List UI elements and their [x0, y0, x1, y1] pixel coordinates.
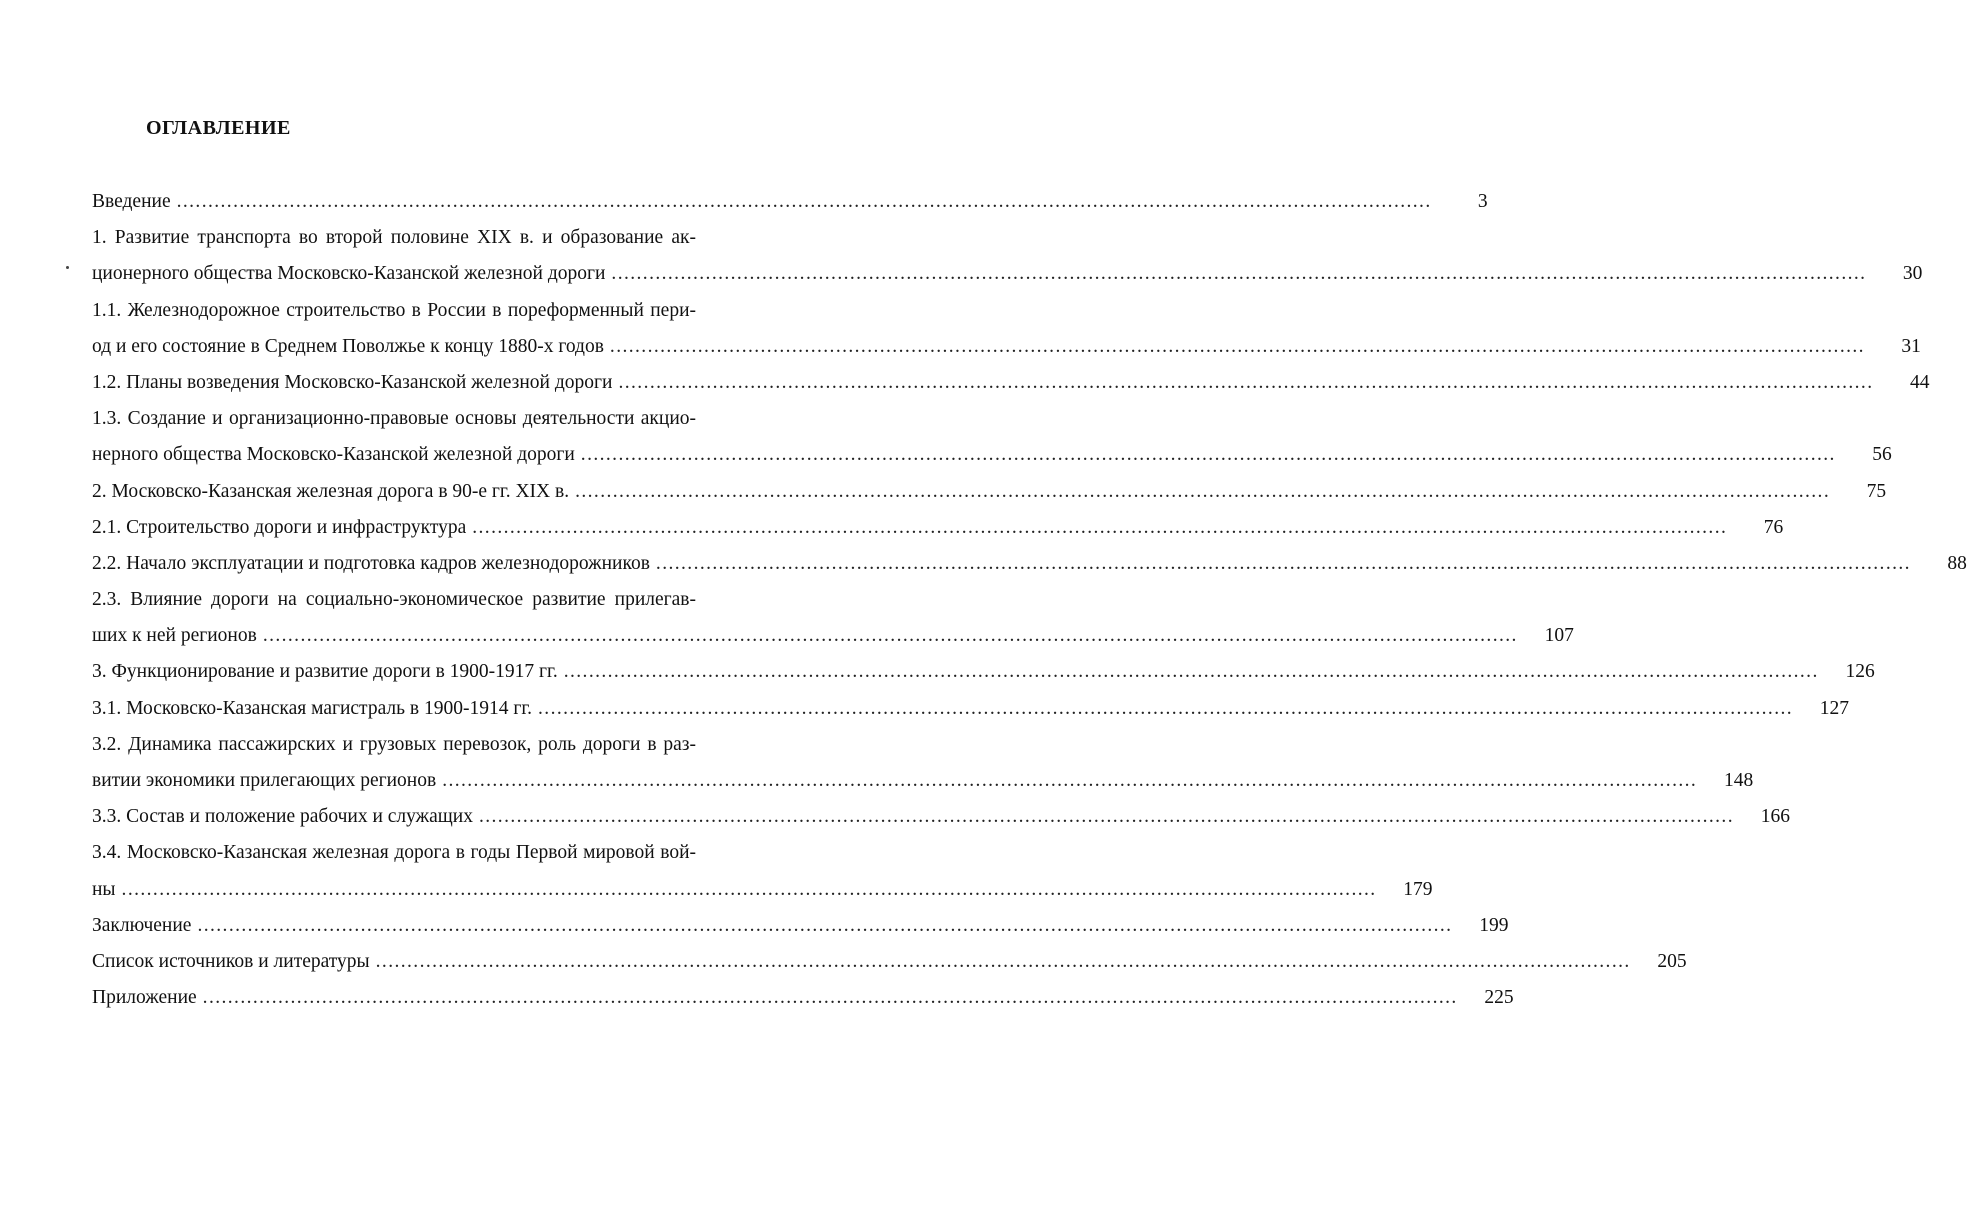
toc-entry-title: Введение — [92, 191, 171, 212]
toc-entry — [92, 944, 1687, 980]
toc-entry-title: Заключение — [92, 914, 192, 936]
toc-entry — [92, 293, 752, 329]
toc-entry-page-number: 199 — [1479, 914, 1509, 936]
dot-leader: ........................................................................................................................................................................................................ — [197, 914, 1453, 936]
toc-entry-title: нерного общества Московско-Казанской железной дороги — [92, 444, 575, 466]
toc-entry — [92, 908, 1509, 944]
dot-leader: ........................................................................................................................................................................................................ — [202, 987, 1458, 1009]
toc-entry-page-number: 205 — [1657, 950, 1687, 972]
dot-leader: ........................................................................................................................................................................................................ — [472, 516, 1728, 538]
toc-entry — [92, 365, 1930, 401]
toc-entry-page-number: 75 — [1866, 480, 1887, 502]
toc-entry-page-number: 56 — [1872, 444, 1892, 466]
toc-entry-page-number: 127 — [1819, 697, 1850, 719]
dot-leader: ........................................................................................................................................................................................................ — [563, 661, 1819, 683]
dot-leader: ........................................................................................................................................................................................................ — [611, 263, 1867, 285]
dot-leader: ........................................................................................................................................................................................................ — [575, 480, 1831, 502]
dot-leader: ........................................................................................................................................................................................................ — [176, 191, 1432, 212]
toc-entry — [92, 510, 1784, 546]
toc-entry — [92, 980, 1514, 1016]
dot-leader: ........................................................................................................................................................................................................ — [580, 444, 1836, 466]
toc-entry-page-number: 3 — [1477, 191, 1488, 212]
toc-entry-title: ционерного общества Московско-Казанской железной дороги — [92, 263, 606, 285]
toc-entry-page-number: 30 — [1902, 263, 1923, 285]
toc-entry-title: 3. Функционирование и развитие дороги в 1900-1917 гг. — [92, 661, 558, 683]
dot-leader: ........................................................................................................................................................................................................ — [442, 770, 1698, 791]
toc-entry-title: од и его состояние в Среднем Поволжье к концу 1880-х годов — [92, 335, 604, 357]
toc-entry-page-number: 31 — [1901, 335, 1921, 357]
toc-entry — [92, 401, 752, 437]
toc-entry-title: 1.1. Железнодорожное строительство в России в пореформенный пери- — [92, 299, 696, 321]
toc-entry-title: 1.2. Планы возведения Московско-Казанской железной дороги — [92, 371, 613, 393]
toc-entry — [92, 618, 1574, 654]
toc-entry-page-number: 179 — [1403, 878, 1433, 900]
scan-speck — [66, 266, 69, 269]
toc-entry-page-number: 225 — [1484, 987, 1514, 1009]
toc-entry-title: Список источников и литературы — [92, 950, 370, 972]
toc-entry — [92, 437, 1892, 473]
toc-entry — [92, 654, 1875, 690]
page-title: ОГЛАВЛЕНИЕ — [146, 117, 291, 139]
toc-entry — [92, 691, 1850, 727]
toc-entry-title: 3.1. Московско-Казанская магистраль в 1900-1914 гг. — [92, 697, 533, 719]
dot-leader: ........................................................................................................................................................................................................ — [262, 625, 1518, 647]
toc-entry-title: Приложение — [92, 987, 197, 1009]
toc-entry-title: 2.3. Влияние дороги на социально-экономическое развитие прилегав- — [92, 589, 696, 611]
toc-entry — [92, 835, 752, 871]
dot-leader: ........................................................................................................................................................................................................ — [655, 552, 1911, 574]
toc-entry-title: 2. Московско-Казанская железная дорога в 90-е гг. XIX в. — [92, 480, 570, 502]
dot-leader: ........................................................................................................................................................................................................ — [478, 806, 1734, 828]
toc-entry-page-number: 88 — [1947, 552, 1967, 574]
toc-entry-page-number: 107 — [1544, 625, 1574, 647]
toc-entry — [92, 872, 1433, 908]
toc-entry-title: 3.2. Динамика пассажирских и грузовых перевозок, роль дороги в раз- — [92, 733, 696, 755]
toc-entry-page-number: 126 — [1845, 661, 1875, 683]
toc-entry-title: ны — [92, 878, 116, 900]
toc-entry — [92, 582, 752, 618]
toc-entry-page-number: 166 — [1760, 806, 1790, 828]
toc-entry-page-number: 44 — [1909, 371, 1930, 393]
toc-entry — [92, 256, 1923, 292]
toc-entry — [92, 220, 752, 256]
dot-leader: ........................................................................................................................................................................................................ — [121, 878, 1377, 900]
toc-entry-title: 3.3. Состав и положение рабочих и служащих — [92, 806, 473, 828]
toc-entry — [92, 763, 1754, 799]
dot-leader: ........................................................................................................................................................................................................ — [609, 335, 1865, 357]
toc-entry — [92, 184, 1488, 220]
dot-leader: ........................................................................................................................................................................................................ — [375, 950, 1631, 972]
toc-entry-title: 2.2. Начало эксплуатации и подготовка кадров железнодорожников — [92, 552, 650, 574]
toc-entry-title: 1.3. Создание и организационно-правовые основы деятельности акцио- — [92, 408, 696, 430]
toc-entry — [92, 546, 1967, 582]
toc-entry-title: ших к ней регионов — [92, 625, 257, 647]
toc-entry-title: 3.4. Московско-Казанская железная дорога в годы Первой мировой вой- — [92, 842, 696, 864]
dot-leader: ........................................................................................................................................................................................................ — [618, 371, 1874, 393]
toc-entry-page-number: 148 — [1723, 770, 1754, 791]
toc-entry-page-number: 76 — [1763, 516, 1784, 538]
toc-entry — [92, 474, 1887, 510]
toc-entry-title: витии экономики прилегающих регионов — [92, 770, 437, 791]
toc-entry-title: 1. Развитие транспорта во второй половине XIX в. и образование ак- — [92, 227, 696, 249]
dot-leader: ........................................................................................................................................................................................................ — [538, 697, 1794, 719]
toc-entry — [92, 799, 1790, 835]
table-of-contents — [92, 184, 1967, 1016]
toc-entry — [92, 727, 752, 763]
toc-entry — [92, 329, 1921, 365]
toc-entry-title: 2.1. Строительство дороги и инфраструктура — [92, 516, 467, 538]
